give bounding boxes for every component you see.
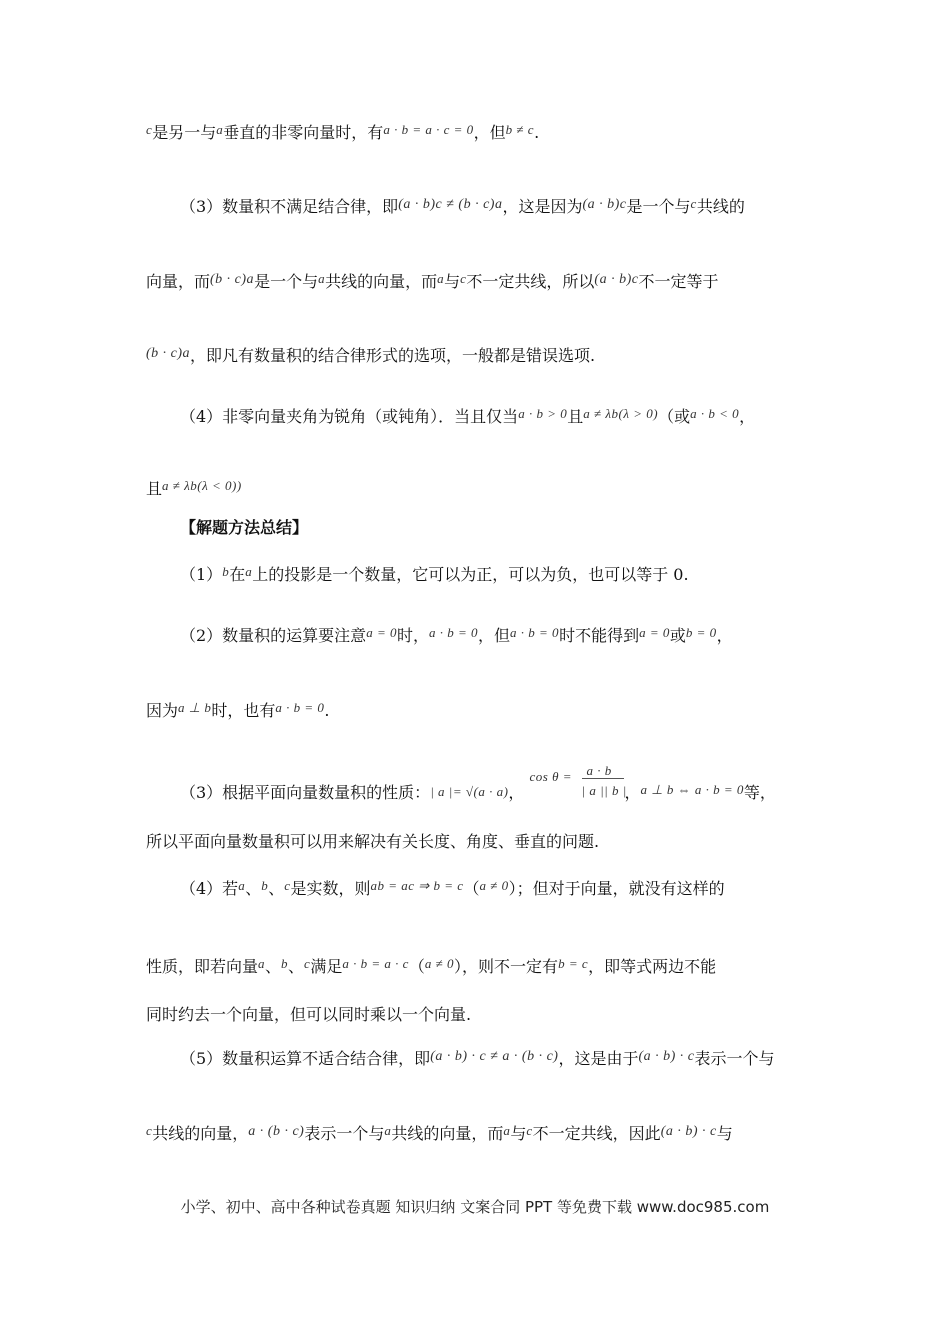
text: 是一个与: [626, 197, 691, 216]
text-line-10: [180, 763, 950, 805]
text: ，但: [478, 626, 511, 645]
text: 共线的: [696, 197, 745, 216]
text: 在: [229, 565, 246, 584]
math: b: [222, 564, 230, 579]
text: 与: [510, 1124, 527, 1143]
text-line-3: [146, 271, 950, 295]
text: （2）数量积的运算要注意: [180, 626, 367, 645]
math: a ≠ 0: [479, 878, 509, 893]
math: a · b > 0: [518, 406, 568, 421]
math: c: [460, 271, 467, 286]
text: 表示一个与: [694, 1049, 775, 1068]
math: a ⊥ b ⇔ a · b = 0: [640, 782, 744, 797]
text-line-11: [146, 831, 950, 853]
text-line-5: [180, 406, 950, 429]
text: ）；但对于向量，就没有这样的: [508, 879, 725, 898]
math: a · b = a · c: [342, 956, 409, 971]
text-line-15: [180, 1048, 950, 1072]
text: ，即等式两边不能: [588, 957, 717, 976]
math: a: [384, 1123, 392, 1138]
fraction-denominator: | a || b |: [581, 783, 627, 798]
text: 上的投影是一个数量，它可以为正，可以为负，也可以等于 0.: [252, 565, 689, 584]
math: c: [146, 1123, 153, 1138]
text-line-4: [146, 345, 950, 369]
math: a ≠ λb(λ > 0): [583, 406, 659, 421]
text: （: [463, 879, 480, 898]
math: a: [245, 564, 253, 579]
math: c: [284, 878, 291, 893]
math: b = 0: [685, 625, 717, 640]
text-line-8: [180, 625, 950, 648]
math: a · b = 0: [428, 625, 479, 640]
math: (a · b) · c ≠ a · (b · c): [430, 1049, 559, 1064]
math: c: [146, 122, 153, 137]
math: b: [281, 956, 289, 971]
math: a ≠ 0: [424, 956, 455, 971]
text: 所以平面向量数量积可以用来解决有关长度、角度、垂直的问题.: [146, 832, 600, 851]
page-footer: 小学、初中、高中各种试卷真题 知识归纳 文案合同 PPT 等免费下载 www.doc985.com: [180, 1198, 770, 1216]
text-line-9: [146, 700, 950, 723]
text: 性质，即若向量: [146, 957, 259, 976]
text: 且: [146, 479, 163, 498]
text: （1）: [180, 565, 223, 584]
text: 等，: [743, 783, 776, 802]
text: 不一定共线，因此: [532, 1124, 661, 1143]
math: a = 0: [639, 625, 670, 640]
text: 不一定等于: [638, 272, 719, 291]
text-line-2: [180, 196, 950, 220]
math: (a · b)c ≠ (b · c)a: [398, 197, 503, 212]
math: a · (b · c): [248, 1124, 305, 1139]
text: 、: [288, 957, 305, 976]
text: （4）非零向量夹角为锐角（或钝角）．当且仅当: [180, 407, 519, 426]
math: a ≠ λb(λ < 0)): [162, 478, 242, 493]
text: 因为: [146, 701, 179, 720]
text: .: [534, 123, 540, 142]
text: （3）根据平面向量数量积的性质：: [180, 783, 431, 802]
text: 不一定共线，所以: [466, 272, 595, 291]
text: 是一个与: [254, 272, 319, 291]
math: (a · b)c: [582, 197, 627, 212]
math: c: [526, 1123, 533, 1138]
text-line-1: [146, 122, 950, 145]
math: (b · c)a: [146, 346, 191, 361]
text: ，: [716, 626, 733, 645]
text: 共线的向量，而: [391, 1124, 504, 1143]
math: (a · b) · c: [660, 1124, 717, 1139]
text: 时，: [396, 626, 429, 645]
text: 同时约去一个向量，但可以同时乘以一个向量.: [146, 1005, 472, 1024]
text: 或: [669, 626, 686, 645]
math: c: [690, 196, 697, 211]
math: a = 0: [366, 625, 397, 640]
math: (a · b)c: [594, 272, 639, 287]
text: 是另一与: [152, 123, 217, 142]
math: a: [238, 878, 246, 893]
math: b: [261, 878, 269, 893]
text: 表示一个与: [304, 1124, 385, 1143]
text: 时不能得到: [559, 626, 640, 645]
text: ，: [739, 407, 756, 426]
math: a: [503, 1123, 511, 1138]
math: a · b = a · c = 0: [383, 122, 474, 137]
text: （4）若: [180, 879, 239, 898]
math: a · b = 0: [510, 625, 560, 640]
math: a: [258, 956, 266, 971]
text-line-16: [146, 1123, 950, 1147]
text: 垂直的非零向量时，有: [223, 123, 384, 142]
text-line-14: [146, 1004, 950, 1026]
text-line-7: [180, 564, 950, 587]
math: a · b < 0: [690, 406, 740, 421]
math: c: [304, 956, 311, 971]
text: 、: [265, 957, 282, 976]
section-heading: 【解题方法总结】: [180, 518, 309, 537]
text: 共线的向量，: [152, 1124, 249, 1143]
text: （或: [658, 407, 691, 426]
fraction-bar: [582, 778, 624, 779]
text: 向量，而: [146, 272, 211, 291]
text: （3）数量积不满足结合律，即: [180, 197, 399, 216]
math: (a · b) · c: [638, 1049, 695, 1064]
math: | a |= √(a · a): [430, 784, 509, 799]
fraction-numerator: a · b: [586, 763, 612, 778]
math: a: [318, 271, 326, 286]
text: ，这是因为: [502, 197, 583, 216]
text: 与: [716, 1124, 733, 1143]
text: 且: [567, 407, 584, 426]
text: ），则不一定有: [454, 957, 559, 976]
text: ，这是由于: [558, 1049, 639, 1068]
text-line-13: [146, 956, 950, 979]
text: ，即凡有数量积的结合律形式的选项，一般都是错误选项.: [190, 346, 596, 365]
text: 与: [444, 272, 461, 291]
math: ab = ac ⇒ b = c: [370, 878, 464, 893]
text: 共线的向量，而: [325, 272, 438, 291]
text: 是实数，则: [290, 879, 371, 898]
math: b ≠ c: [505, 122, 535, 137]
text: ，: [624, 783, 641, 802]
math: a ⊥ b: [178, 700, 212, 715]
text-line-12: [180, 878, 950, 901]
math: a: [216, 122, 224, 137]
math: (b · c)a: [210, 272, 255, 287]
math: a: [437, 271, 445, 286]
math: cos θ =: [529, 769, 573, 784]
text: ，但: [473, 123, 506, 142]
text: 满足: [310, 957, 343, 976]
text: .: [324, 701, 330, 720]
text: ，: [508, 783, 525, 802]
text-line-6: [146, 478, 950, 501]
text: 时，也有: [211, 701, 276, 720]
text: （: [408, 957, 425, 976]
cos-formula: [529, 763, 627, 804]
text: 、: [268, 879, 285, 898]
text: 、: [245, 879, 262, 898]
math: b = c: [558, 956, 589, 971]
math: a · b = 0: [275, 700, 325, 715]
text: （5）数量积运算不适合结合律，即: [180, 1049, 431, 1068]
